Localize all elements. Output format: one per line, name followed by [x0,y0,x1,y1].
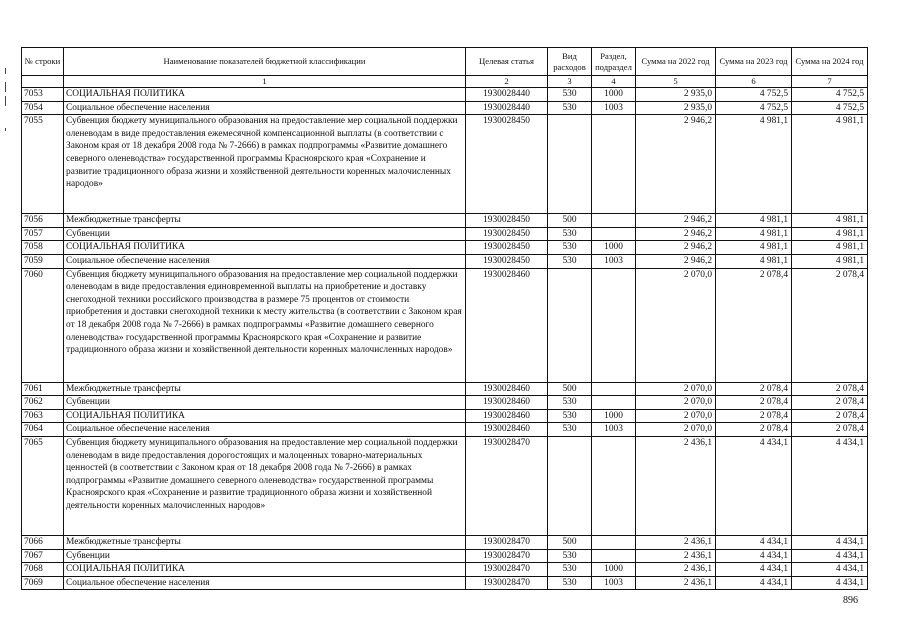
row-number: 7058 [22,241,64,255]
row-number: 7055 [22,115,64,214]
row-sum-2022: 2 946,2 [636,254,716,268]
row-sum-2024: 4 434,1 [792,563,868,577]
header-row [22,48,868,76]
row-sum-2023: 4 752,5 [716,101,792,115]
row-expense-type [548,436,592,535]
header-section: Раздел, подраздел [592,48,636,76]
column-number: 2 [466,76,548,88]
row-number: 7054 [22,101,64,115]
row-sum-2023: 4 434,1 [716,549,792,563]
table-row [22,227,868,241]
row-sum-2024: 2 078,4 [792,268,868,382]
row-sum-2024: 4 434,1 [792,535,868,549]
row-section: 1000 [592,409,636,423]
row-expense-type: 500 [548,214,592,228]
table-row [22,268,868,382]
row-section [592,396,636,410]
header-sum-2022: Сумма на 2022 год [636,48,716,76]
column-number: 7 [792,76,868,88]
row-number: 7062 [22,396,64,410]
header-sum-2024: Сумма на 2024 год [792,48,868,76]
row-sum-2023: 2 078,4 [716,268,792,382]
row-expense-type: 530 [548,409,592,423]
row-target: 1930028450 [466,227,548,241]
row-sum-2022: 2 070,0 [636,268,716,382]
row-section [592,382,636,396]
row-expense-type: 530 [548,396,592,410]
row-sum-2022: 2 946,2 [636,227,716,241]
row-sum-2022: 2 436,1 [636,535,716,549]
row-target: 1930028470 [466,436,548,535]
scan-mark [5,82,6,92]
table-row [22,382,868,396]
row-sum-2024: 4 981,1 [792,214,868,228]
row-sum-2024: 4 434,1 [792,576,868,590]
row-section [592,535,636,549]
row-name: Субвенция бюджету муниципального образования на предоставление мер социальной поддержки оленеводам в виде предоставления единовременной выплаты на приобретение и доставку снегоходной техники российского производства в размере 75 процентов от стоимости приобретения и доставки снегоходной техники к месту жительства (в соответствии с Законом края от 18 декабря 2008 года № 7-2666) в рамках подпрограммы «Развитие домашнего северного оленеводства» государственной программы Красноярского края «Сохранение и развитие традиционного образа жизни и хозяйственной деятельности коренных малочисленных народов» [64,268,466,382]
row-target: 1930028450 [466,241,548,255]
row-sum-2023: 4 981,1 [716,115,792,214]
row-sum-2024: 4 752,5 [792,88,868,102]
row-sum-2022: 2 070,0 [636,409,716,423]
row-target: 1930028450 [466,254,548,268]
row-sum-2023: 4 981,1 [716,227,792,241]
row-number: 7069 [22,576,64,590]
row-sum-2024: 4 981,1 [792,241,868,255]
row-section [592,214,636,228]
row-expense-type [548,115,592,214]
row-sum-2023: 2 078,4 [716,423,792,437]
row-number: 7066 [22,535,64,549]
scan-mark [5,68,6,74]
row-target: 1930028450 [466,214,548,228]
column-number-empty [22,76,64,88]
row-number: 7065 [22,436,64,535]
row-number: 7067 [22,549,64,563]
row-section: 1000 [592,241,636,255]
row-name: Субвенция бюджету муниципального образования на предоставление мер социальной поддержки оленеводам в виде предоставления дорогостоящих и малоценных товарно-материальных ценностей (в соответствии с Законом края от 18 декабря 2008 года № 7-2666) в рамках подпрограммы «Развитие домашнего северного оленеводства» государственной программы Красноярского края «Сохранение и развитие традиционного образа жизни и хозяйственной деятельности коренных малочисленных народов» [64,436,466,535]
row-name: Межбюджетные трансферты [64,214,466,228]
row-section [592,227,636,241]
row-name: СОЦИАЛЬНАЯ ПОЛИТИКА [64,241,466,255]
row-number: 7053 [22,88,64,102]
table-row [22,115,868,214]
row-sum-2022: 2 436,1 [636,549,716,563]
page-number: 896 [843,595,858,606]
row-sum-2023: 4 434,1 [716,576,792,590]
row-section: 1003 [592,576,636,590]
row-sum-2023: 2 078,4 [716,396,792,410]
row-target: 1930028460 [466,382,548,396]
row-expense-type: 530 [548,576,592,590]
row-expense-type: 530 [548,423,592,437]
column-number-row [22,76,868,88]
row-target: 1930028460 [466,268,548,382]
row-sum-2022: 2 946,2 [636,241,716,255]
row-expense-type: 530 [548,563,592,577]
row-sum-2022: 2 946,2 [636,115,716,214]
scan-mark [5,128,6,131]
row-name: СОЦИАЛЬНАЯ ПОЛИТИКА [64,563,466,577]
row-number: 7064 [22,423,64,437]
table-row [22,254,868,268]
row-expense-type: 530 [548,88,592,102]
column-number: 4 [592,76,636,88]
row-expense-type: 530 [548,227,592,241]
row-sum-2023: 4 981,1 [716,214,792,228]
row-number: 7059 [22,254,64,268]
row-sum-2024: 2 078,4 [792,409,868,423]
row-section: 1003 [592,101,636,115]
row-number: 7060 [22,268,64,382]
header-expense-type: Вид расходов [548,48,592,76]
row-name: Субвенции [64,396,466,410]
row-sum-2022: 2 946,2 [636,214,716,228]
header-target: Целевая статья [466,48,548,76]
row-target: 1930028470 [466,576,548,590]
row-target: 1930028470 [466,549,548,563]
row-sum-2024: 4 981,1 [792,115,868,214]
row-sum-2022: 2 436,1 [636,563,716,577]
row-sum-2024: 2 078,4 [792,396,868,410]
table-row [22,214,868,228]
row-target: 1930028470 [466,563,548,577]
row-sum-2024: 4 434,1 [792,436,868,535]
row-name: Социальное обеспечение населения [64,101,466,115]
row-name: Субвенция бюджету муниципального образования на предоставление мер социальной поддержки оленеводам в виде предоставления ежемесячной компенсационной выплаты (в соответствии с Законом края от 18 декабря 2008 года № 7-2666) в рамках подпрограммы «Развитие домашнего северного оленеводства» государственной программы Красноярского края «Сохранение и развитие традиционного образа жизни и хозяйственной деятельности коренных малочисленных народов» [64,115,466,214]
table-row [22,88,868,102]
row-sum-2023: 4 981,1 [716,241,792,255]
row-name: Социальное обеспечение населения [64,254,466,268]
table-row [22,576,868,590]
row-number: 7057 [22,227,64,241]
table-row [22,409,868,423]
table-row [22,535,868,549]
row-name: СОЦИАЛЬНАЯ ПОЛИТИКА [64,88,466,102]
table-row [22,423,868,437]
row-target: 1930028450 [466,115,548,214]
table-row [22,563,868,577]
row-sum-2022: 2 436,1 [636,576,716,590]
row-name: Субвенции [64,549,466,563]
row-section [592,436,636,535]
row-sum-2022: 2 070,0 [636,382,716,396]
row-name: Субвенции [64,227,466,241]
row-number: 7068 [22,563,64,577]
row-name: Социальное обеспечение населения [64,423,466,437]
row-section [592,268,636,382]
row-sum-2023: 4 434,1 [716,436,792,535]
row-section: 1003 [592,423,636,437]
row-sum-2023: 4 752,5 [716,88,792,102]
row-sum-2022: 2 935,0 [636,101,716,115]
row-target: 1930028460 [466,396,548,410]
scan-mark [5,96,6,106]
table-row [22,101,868,115]
row-sum-2024: 4 981,1 [792,227,868,241]
row-target: 1930028440 [466,88,548,102]
row-sum-2024: 4 981,1 [792,254,868,268]
header-sum-2023: Сумма на 2023 год [716,48,792,76]
row-name: СОЦИАЛЬНАЯ ПОЛИТИКА [64,409,466,423]
row-expense-type: 530 [548,241,592,255]
row-number: 7063 [22,409,64,423]
budget-table [21,47,868,590]
row-section [592,115,636,214]
row-name: Межбюджетные трансферты [64,382,466,396]
row-expense-type: 500 [548,382,592,396]
row-sum-2023: 2 078,4 [716,382,792,396]
column-number: 3 [548,76,592,88]
row-sum-2022: 2 070,0 [636,423,716,437]
row-section: 1003 [592,254,636,268]
row-name: Межбюджетные трансферты [64,535,466,549]
column-number: 5 [636,76,716,88]
table-body [22,76,868,590]
row-target: 1930028460 [466,423,548,437]
row-expense-type: 530 [548,549,592,563]
row-section: 1000 [592,88,636,102]
row-sum-2024: 2 078,4 [792,382,868,396]
row-target: 1930028460 [466,409,548,423]
row-sum-2024: 2 078,4 [792,423,868,437]
table-row [22,436,868,535]
row-name: Социальное обеспечение населения [64,576,466,590]
row-number: 7056 [22,214,64,228]
row-sum-2023: 4 434,1 [716,535,792,549]
row-sum-2022: 2 070,0 [636,396,716,410]
table-row [22,549,868,563]
row-sum-2023: 2 078,4 [716,409,792,423]
row-expense-type: 530 [548,101,592,115]
row-number: 7061 [22,382,64,396]
column-number: 1 [64,76,466,88]
column-number: 6 [716,76,792,88]
row-sum-2022: 2 935,0 [636,88,716,102]
header-row-no: № строки [22,48,64,76]
row-target: 1930028470 [466,535,548,549]
row-section: 1000 [592,563,636,577]
row-sum-2023: 4 981,1 [716,254,792,268]
row-sum-2022: 2 436,1 [636,436,716,535]
header-name: Наименование показателей бюджетной классификации [64,48,466,76]
row-expense-type: 500 [548,535,592,549]
table-row [22,241,868,255]
row-section [592,549,636,563]
row-target: 1930028440 [466,101,548,115]
row-sum-2024: 4 752,5 [792,101,868,115]
row-expense-type: 530 [548,254,592,268]
row-expense-type [548,268,592,382]
row-sum-2024: 4 434,1 [792,549,868,563]
table-row [22,396,868,410]
row-sum-2023: 4 434,1 [716,563,792,577]
